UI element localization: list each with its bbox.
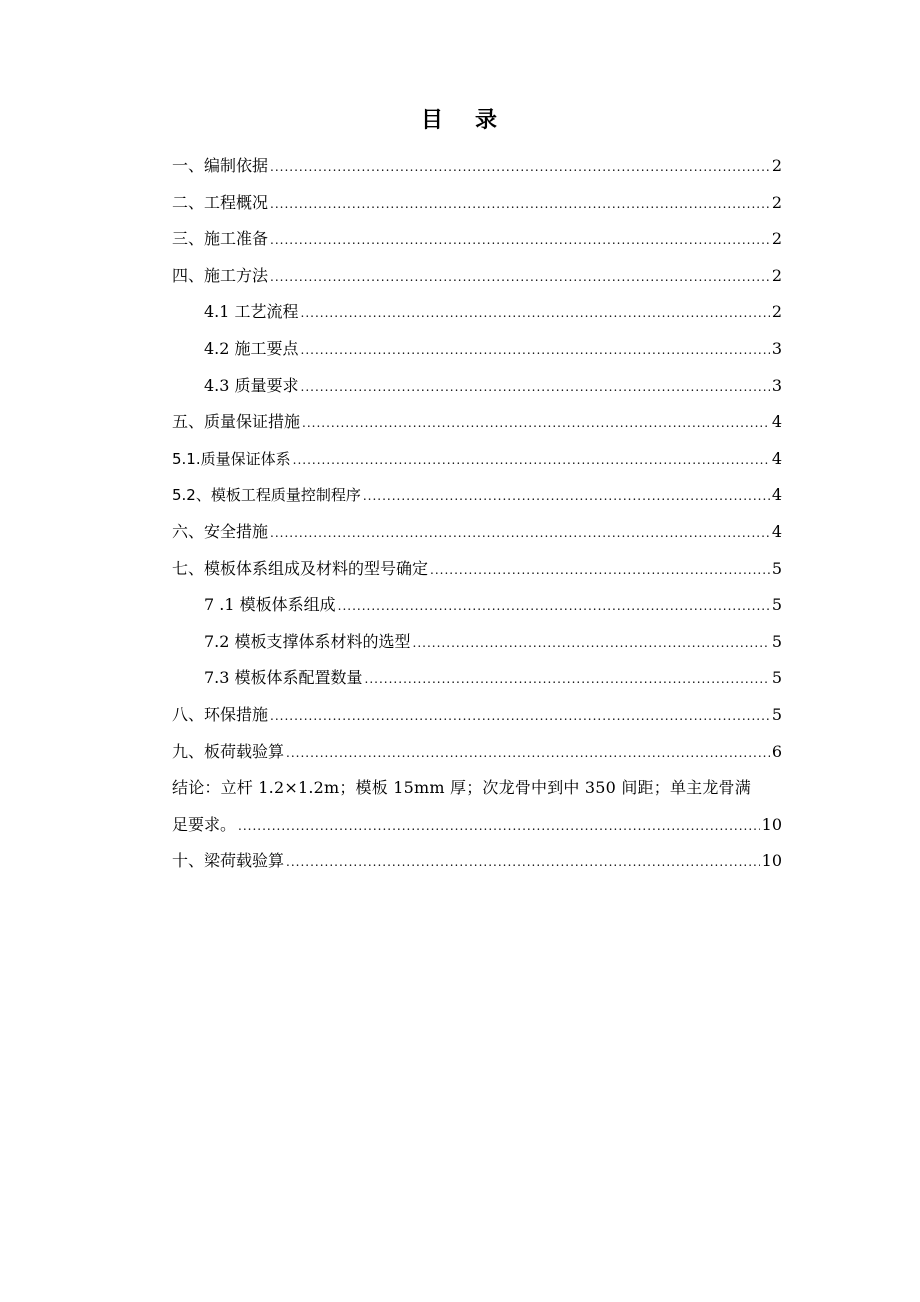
toc-title-char-2: 录 — [475, 107, 500, 133]
toc-entry[interactable] — [172, 477, 782, 514]
toc-entry[interactable] — [172, 734, 782, 771]
toc-subentry[interactable] — [172, 660, 782, 697]
toc-entry-label: 5.1.质量保证体系 — [172, 449, 291, 468]
toc-leader-dots — [363, 478, 770, 515]
toc-entry-label: 4.1 工艺流程 — [204, 302, 299, 322]
toc-page-number: 5 — [771, 558, 782, 578]
toc-leader-dots — [301, 295, 770, 332]
toc-entry-label: 7.3 模板体系配置数量 — [204, 668, 363, 688]
toc-page-number: 2 — [771, 302, 782, 322]
toc-page-number: 10 — [761, 851, 782, 871]
toc-entry-label: 4.2 施工要点 — [204, 338, 299, 358]
toc-entry-label: 7 .1 模板体系组成 — [204, 595, 336, 615]
toc-entry-label: 五、质量保证措施 — [172, 412, 301, 432]
toc-entry[interactable] — [172, 221, 782, 258]
toc-leader-dots — [338, 588, 770, 625]
toc-leader-dots — [270, 698, 770, 735]
toc-leader-dots — [270, 259, 770, 296]
toc-subentry[interactable] — [172, 331, 782, 368]
toc-entry-label: 九、板荷载验算 — [172, 741, 285, 761]
toc-entry-label: 二、工程概况 — [172, 192, 269, 212]
toc-entry[interactable] — [172, 404, 782, 441]
toc-leader-dots — [301, 332, 770, 369]
toc-leader-dots — [286, 735, 770, 772]
toc-entry-conclusion[interactable] — [172, 770, 782, 843]
toc-page-number: 2 — [771, 229, 782, 249]
toc-page-number: 6 — [771, 741, 782, 761]
toc-page-number: 5 — [771, 668, 782, 688]
toc-entry-label: 八、环保措施 — [172, 704, 269, 724]
toc-entry-label: 三、施工准备 — [172, 229, 269, 249]
toc-entry[interactable] — [172, 697, 782, 734]
toc-subentry[interactable] — [172, 368, 782, 405]
toc-page-number: 5 — [771, 631, 782, 651]
toc-leader-dots — [365, 661, 770, 698]
toc-leader-dots — [270, 186, 770, 223]
toc-leader-dots — [270, 149, 770, 186]
toc-entry[interactable] — [172, 441, 782, 478]
toc-title — [0, 104, 920, 136]
toc-leader-dots — [270, 515, 770, 552]
toc-leader-dots — [430, 552, 770, 589]
toc-leader-dots — [238, 808, 760, 845]
toc-entry-label: 4.3 质量要求 — [204, 375, 299, 395]
toc-page-number: 5 — [771, 704, 782, 724]
toc-entry-label: 5.2、模板工程质量控制程序 — [172, 486, 361, 505]
toc-leader-dots — [413, 625, 770, 662]
toc-entry-label: 一、编制依据 — [172, 156, 269, 175]
toc-entry-label: 六、安全措施 — [172, 521, 269, 541]
toc-title-char-1: 目 — [420, 107, 445, 133]
toc-page-number: 5 — [771, 595, 782, 615]
toc-entry-label: 七、模板体系组成及材料的型号确定 — [172, 558, 429, 578]
toc-entry[interactable] — [172, 514, 782, 551]
toc-entry-label: 7.2 模板支撑体系材料的选型 — [204, 631, 411, 651]
toc-page-number: 3 — [771, 338, 782, 358]
toc-entry-label-line-1: 结论：立杆 1.2×1.2m；模板 15mm 厚；次龙骨中到中 350 间距；单主龙骨满 — [172, 778, 751, 798]
toc-leader-dots — [301, 369, 770, 406]
toc-page-number: 2 — [771, 156, 782, 175]
toc-page-number: 3 — [771, 375, 782, 395]
toc-entry[interactable] — [172, 843, 782, 880]
toc-page-number: 2 — [771, 265, 782, 285]
toc-subentry[interactable] — [172, 587, 782, 624]
toc-leader-dots — [270, 222, 770, 259]
toc-entry[interactable] — [172, 551, 782, 588]
toc-entry[interactable] — [172, 258, 782, 295]
toc-leader-dots — [302, 405, 770, 442]
toc-leader-dots — [293, 442, 770, 479]
toc-entry-line-2 — [172, 807, 782, 844]
toc-list — [172, 148, 782, 880]
toc-subentry[interactable] — [172, 624, 782, 661]
toc-subentry[interactable] — [172, 294, 782, 331]
toc-entry-label-line-2: 足要求。 — [172, 814, 237, 834]
toc-page-number: 4 — [771, 448, 782, 468]
toc-leader-dots — [286, 844, 760, 881]
toc-entry-label: 十、梁荷载验算 — [172, 851, 285, 871]
toc-page-number: 4 — [771, 412, 782, 432]
toc-entry-label: 四、施工方法 — [172, 265, 269, 285]
toc-page-number: 4 — [771, 521, 782, 541]
toc-page-number: 10 — [761, 814, 782, 834]
toc-page-number: 2 — [771, 192, 782, 212]
toc-entry[interactable] — [172, 148, 782, 185]
toc-page-number: 4 — [771, 485, 782, 505]
toc-entry[interactable] — [172, 185, 782, 222]
